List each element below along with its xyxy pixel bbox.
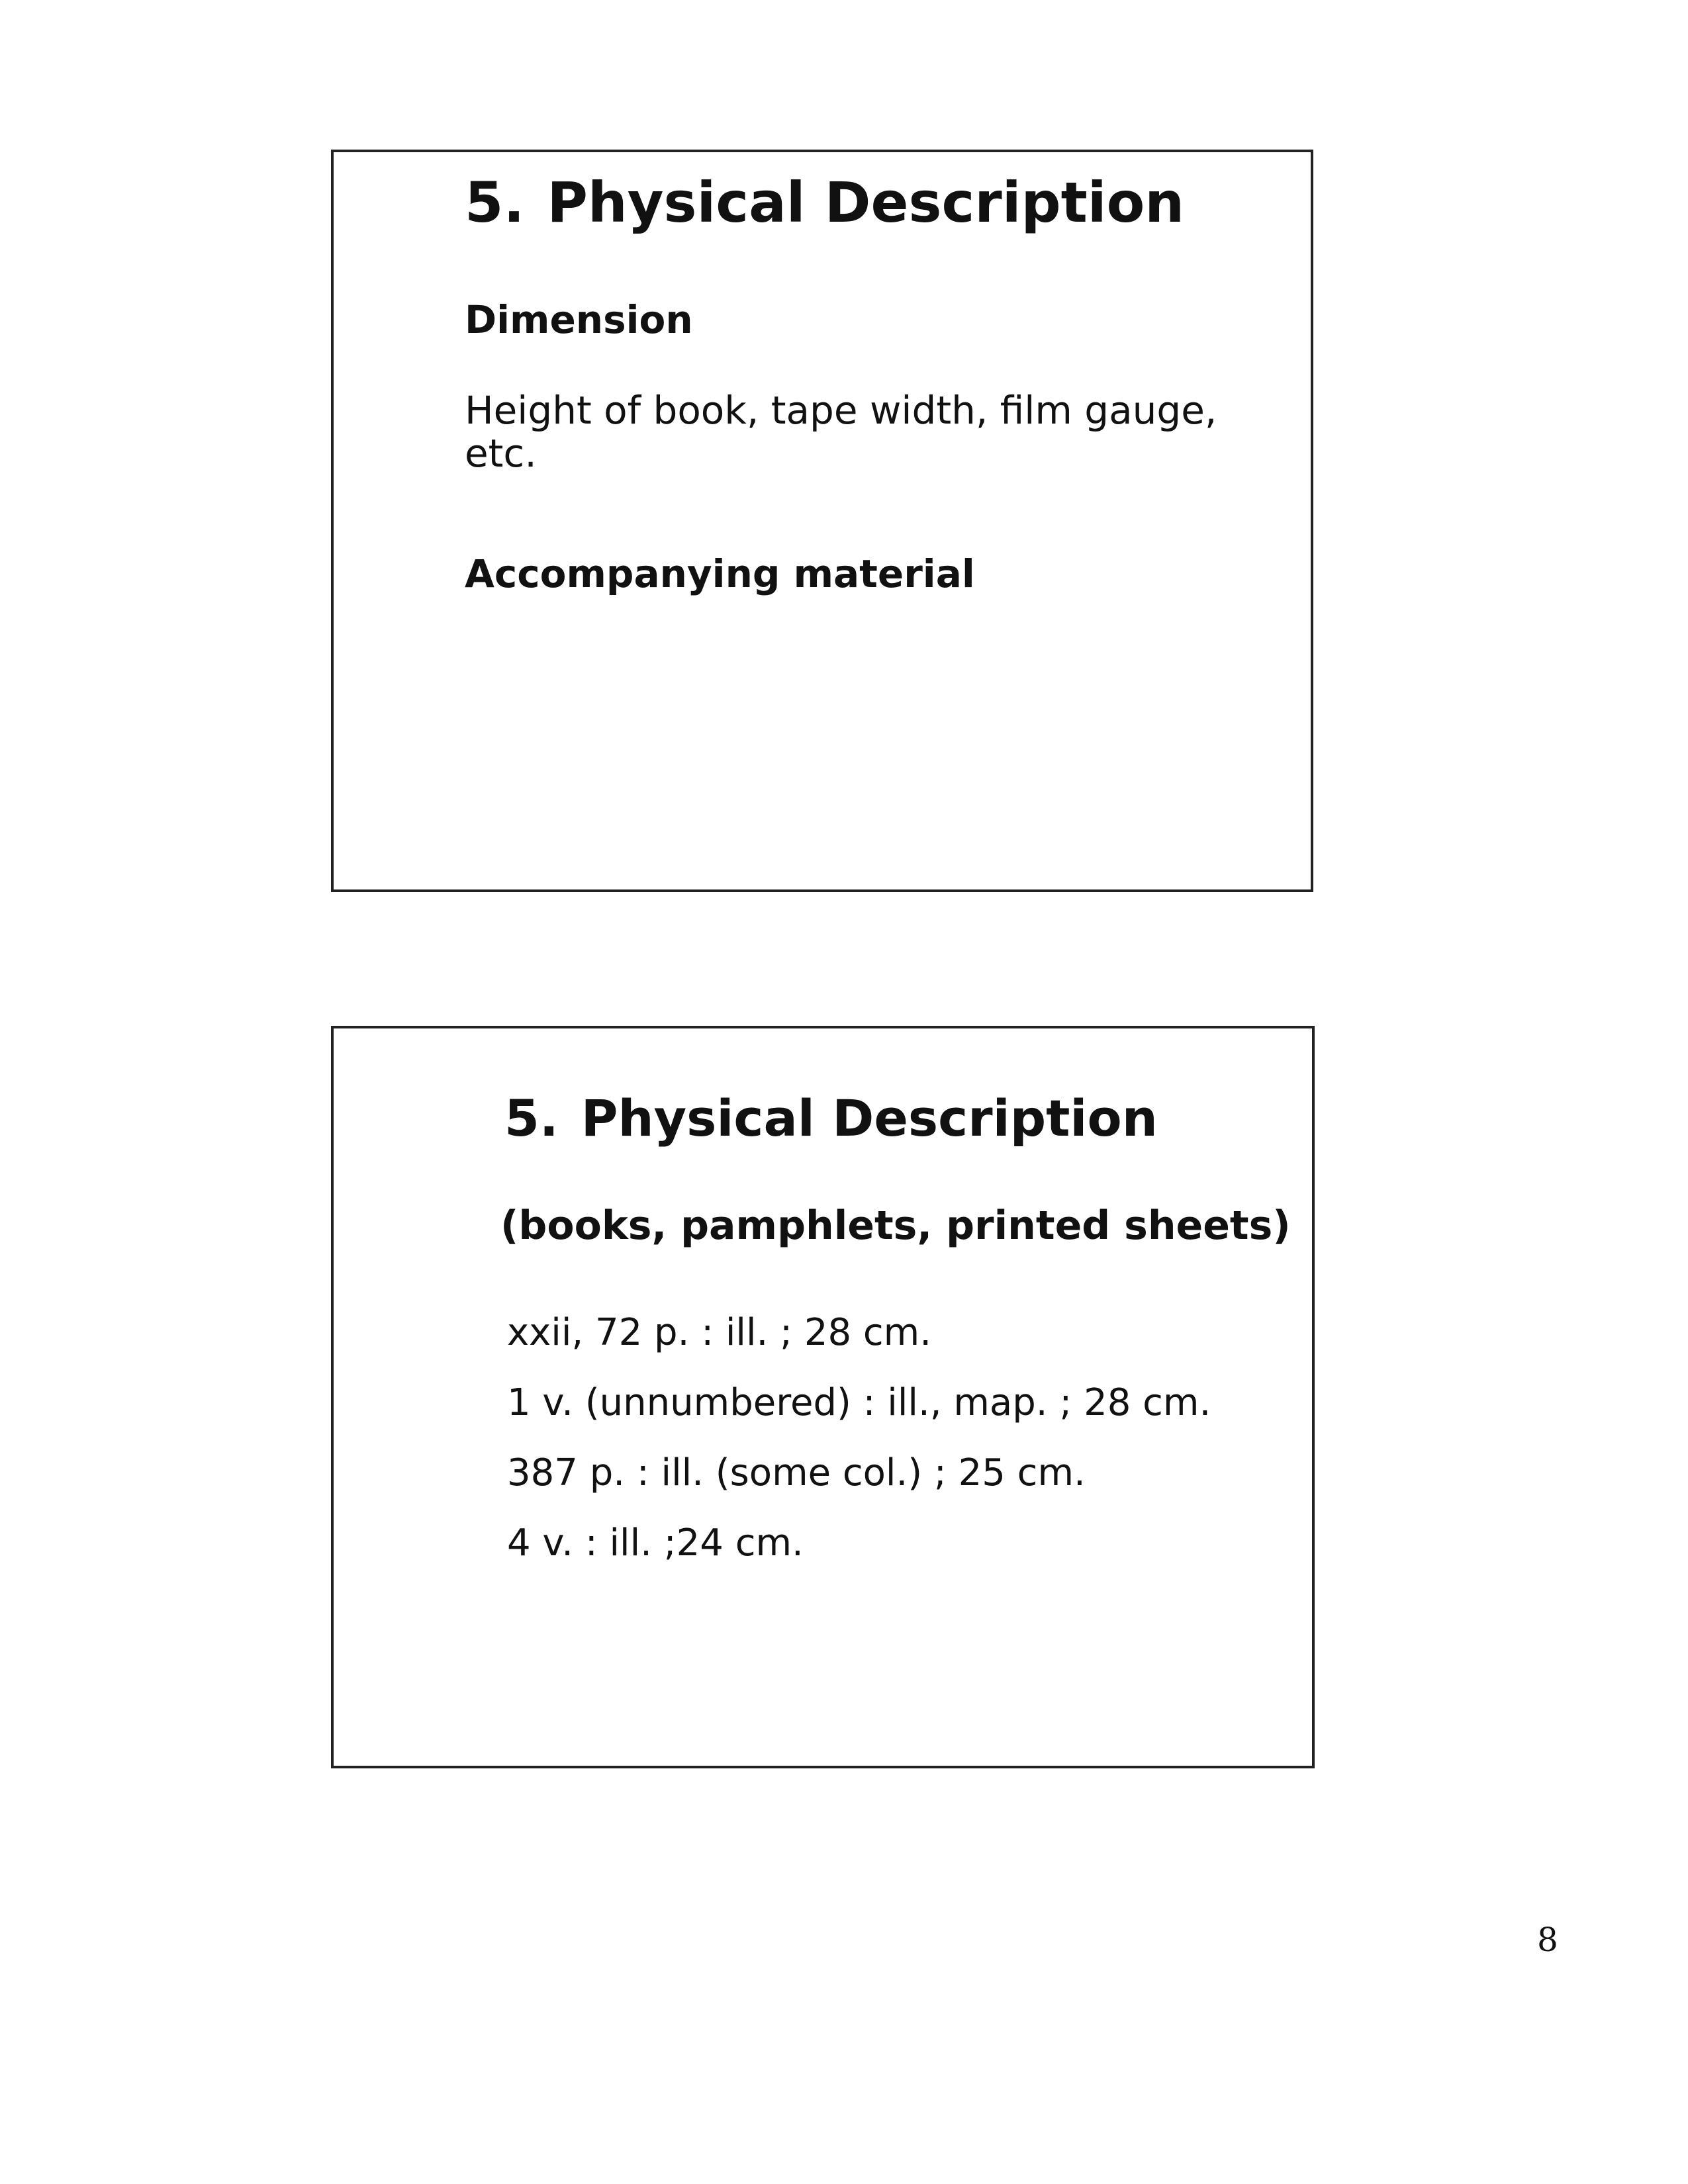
slide-physical-description-dimension: [331, 150, 1313, 892]
slide1-dimension-text: Height of book, tape width, film gauge, etc.: [465, 388, 1217, 476]
slide2-title: [504, 1091, 1158, 1146]
example-line: xxii, 72 p. : ill. ; 28 cm.: [507, 1311, 932, 1354]
slide1-heading-accompanying-material: Accompanying material: [465, 551, 975, 596]
slide-physical-description-books: [331, 1026, 1315, 1768]
slide1-title-text: Physical Description: [547, 170, 1185, 235]
slide1-title: [465, 172, 1184, 233]
example-line: 4 v. : ill. ;24 cm.: [507, 1522, 804, 1565]
slide1-title-number: 5.: [465, 170, 525, 235]
slide2-subtitle: (books, pamphlets, printed sheets): [500, 1203, 1291, 1249]
slide1-heading-dimension: Dimension: [465, 297, 693, 342]
slide2-examples-list: [507, 1311, 1211, 1595]
slide2-title-number: 5.: [504, 1089, 559, 1148]
page-number: 8: [1537, 1921, 1558, 1959]
example-line: 1 v. (unnumbered) : ill., map. ; 28 cm.: [507, 1381, 1211, 1424]
slide2-title-text: Physical Description: [581, 1089, 1158, 1148]
example-line: 387 p. : ill. (some col.) ; 25 cm.: [507, 1451, 1086, 1494]
